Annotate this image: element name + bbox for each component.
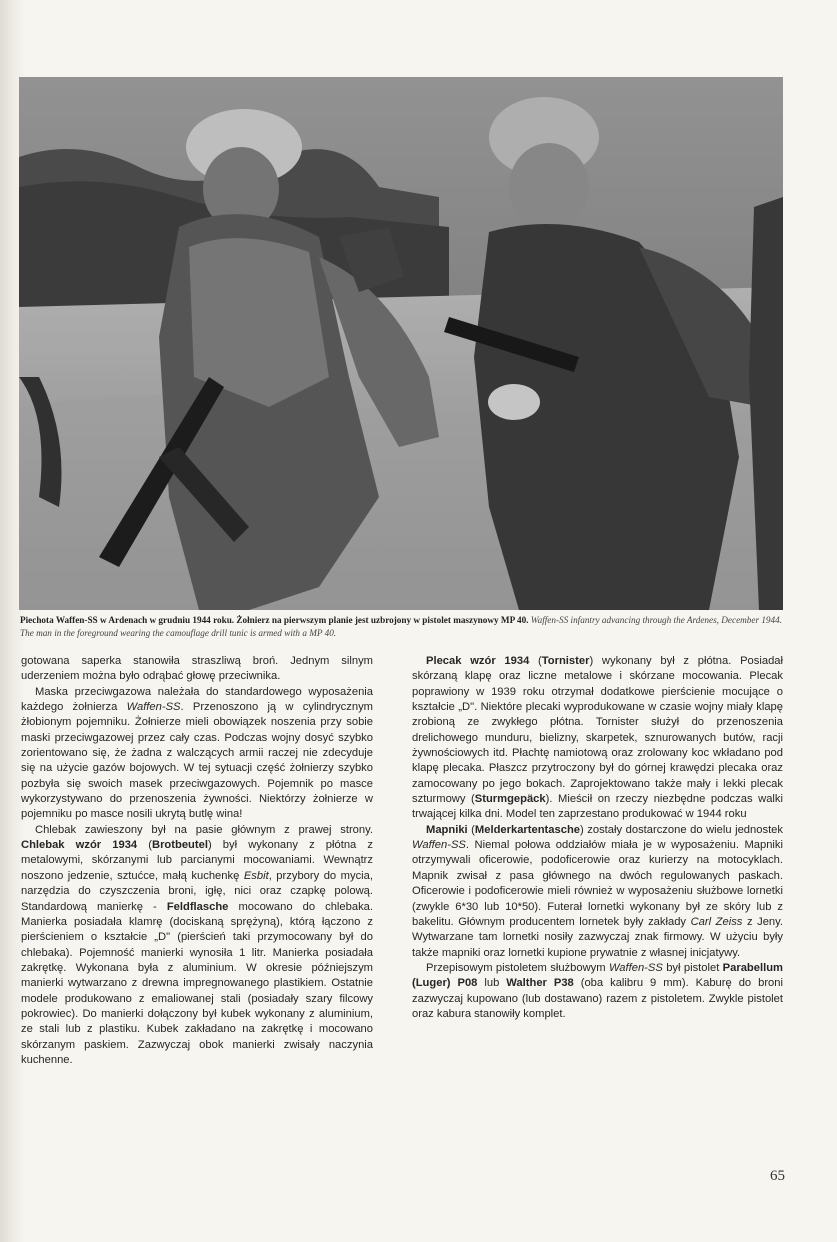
right-paragraph-1: Plecak wzór 1934 (Tornister) wykonany był z płótna. Posiadał skórzaną klapę oraz liczne metalowe i skórzane mocowania. Plecak poprawiony w 1939 roku otrzymał dodatkowe pierścienie mocujące o kształcie „D". Niektóre plecaki wyprodukowane w czasie wojny miały klapę zrobioną ze zwykłego płótna. Tornister służył do przenoszenia drelichowego munduru, bielizny, skarpetek, sznurowanych butów, racji żywnościowych itd. Płachtę namiotową oraz zrolowany koc wkładano pod klapę plecaka. Płaszcz przytroczony był do górnej krawędzi plecaka oraz zamocowany po jego bokach. Zaprojektowano także mały i lekki plecak szturmowy (Sturmgepäck). Mieścił on rzeczy niezbędne podczas walki trwającej kilka dni. Model ten zaprzestano produkować w 1944 roku (412, 655, 783, 821)
photo-soldiers-icon (19, 77, 783, 610)
left-column (21, 654, 373, 1068)
right-column (412, 654, 783, 1022)
left-paragraph-3: Chlebak zawieszony był na pasie głównym z prawej strony. Chlebak wzór 1934 (Brotbeutel) był wykonany z płótna z metalowymi, skórzanymi lub parcianymi mocowaniami. Wewnątrz noszono jedzenie, sztućce, małą kuchenkę Esbit, przybory do mycia, narzędzia do czyszczenia broni, igłę, nici oraz czapkę polową. Standardową manierkę - Feldflasche mocowano do chlebaka. Manierka posiadała klamrę (dociskaną sprężyną), którą łączono z pierścieniem o kształcie „D" (pierścień taki przymocowany był do chlebaka). Pojemność manierki wynosiła 1 litr. Manierka posiadała zakrętkę. Wykonana była z aluminium. W okresie późniejszym manierki wytwarzano z drewna impregnowanego plastikiem. Ostatnie modele produkowano z emaliowanej stali (posiadały szary filcowy pokrowiec). Do manierki dołączony był kubek wykonany z aluminium, ze stali lub z plastiku. Kubek zakładano na zakrętkę i mocowano skórzanym paskiem. Zazwyczaj obok manierki zwisały naczynia kuchenne. (21, 823, 373, 1066)
page-number: 65 (770, 1168, 785, 1184)
caption-polish: Piechota Waffen-SS w Ardenach w grudniu 1944 roku. Żołnierz na pierwszym planie jest uzbrojony w pistolet maszynowy MP 40. (20, 615, 529, 625)
photo-waffen-ss-infantry (19, 77, 783, 610)
photo-caption (20, 614, 782, 640)
left-paragraph-2: Maska przeciwgazowa należała do standardowego wyposażenia każdego żołnierza Waffen-SS. Przenoszono ją w cylindrycznym żłobionym pojemniku. Żołnierze mieli obowiązek noszenia przy sobie maski przeciwgazowej przez cały czas. Podczas wojny dosyć szybko zorientowano się, że żadna z walczących armii raczej nie zdecyduje się na użycie gazów bojowych. W tej sytuacji część żołnierzy szybko pozbyła się swoich masek przeciwgazowych. Pojemnik po masce wykorzystywano do przenoszenia żywności. Niektórzy żołnierze w pojemniku po masce nosili ukrytą butlę wina! (21, 685, 373, 821)
right-paragraph-3: Przepisowym pistoletem służbowym Waffen-SS był pistolet Parabellum (Luger) P08 lub Walther P38 (oba kalibru 9 mm). Kaburę do broni zazwyczaj kupowano (lub dostawano) razem z pistoletem. Zwykle pistolet oraz kabura stanowiły komplet. (412, 961, 783, 1020)
right-paragraph-2: Mapniki (Melderkartentasche) zostały dostarczone do wielu jednostek Waffen-SS. Niemal połowa oddziałów miała je w wyposażeniu. Mapniki otrzymywali oficerowie, podoficerowie oraz kurierzy na motocyklach. Mapnik zwisał z pasa głównego na dwóch regulowanych paskach. Oficerowie i podoficerowie mieli również w wyposażeniu służbowe lornetki (zwykle 6*30 lub 10*50). Futerał lornetki wykonany był ze skóry lub z bakelitu. Głównym producentem lornetek były zakłady Carl Zeiss z Jeny. Wytwarzane tam lornetki nosiły zazwyczaj znak firmowy. W użyciu były także mapniki oraz lornetki kupione prywatnie z własnej inicjatywy. (412, 823, 784, 959)
left-paragraph-1: gotowana saperka stanowiła straszliwą broń. Jednym silnym uderzeniem można było odrąbać głowę przeciwnika. (21, 655, 373, 683)
caption-english: Waffen-SS infantry advancing through the Ardenes, December 1944. The man in the foreground wearing the camouflage drill tunic is armed with a MP 40. (20, 615, 782, 638)
